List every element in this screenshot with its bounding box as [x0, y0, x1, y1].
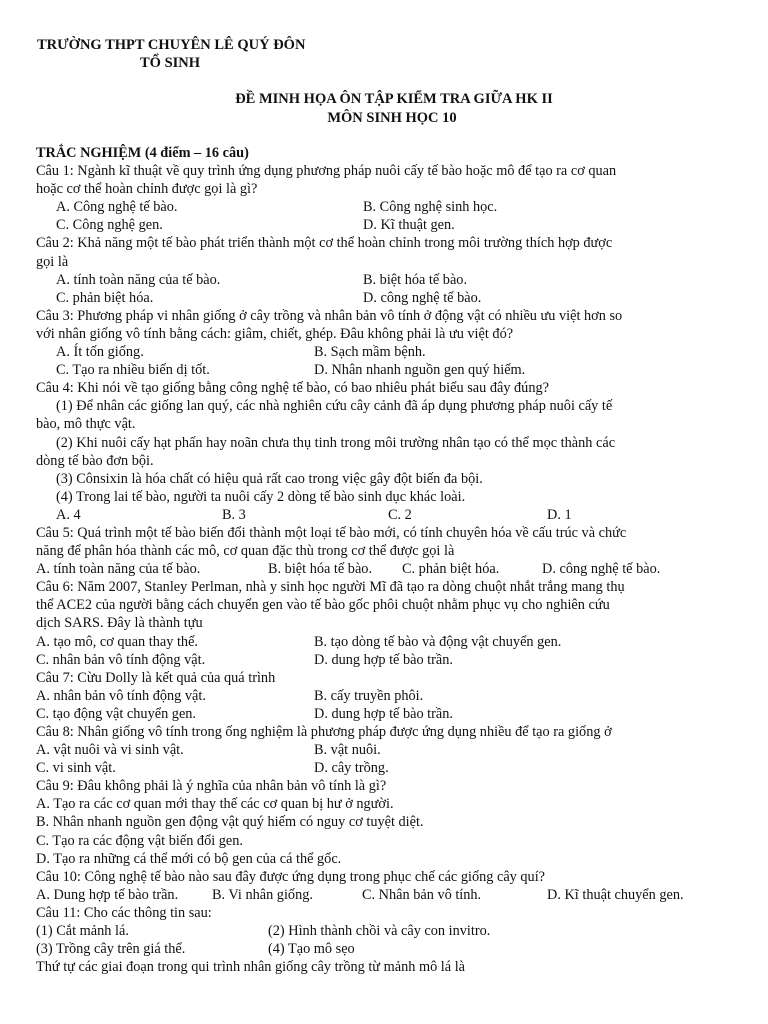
question-6-text-cont: thể ACE2 của người bằng cách chuyển gen vào tế bào gốc phôi chuột nhằm phục vụ cho nghiên cứu [36, 597, 610, 614]
item-3: (3) Trồng cây trên giá thể. [36, 941, 186, 958]
question-7-options-row-1 [36, 687, 736, 705]
question-4-options-row [36, 506, 736, 524]
option-c: C. tạo động vật chuyển gen. [36, 705, 197, 722]
department-name: TỔ SINH [140, 55, 201, 71]
option-b: B. 3 [222, 506, 246, 523]
item-4: (4) Tạo mô sẹo [268, 941, 355, 958]
statement-2-cont: dòng tế bào đơn bội. [36, 452, 154, 469]
option-a: A. tính toàn năng của tế bào. [36, 561, 201, 578]
option-a: A. Ít tốn giống. [56, 344, 144, 361]
question-8-text: Câu 8: Nhân giống vô tính trong ống nghiệm là phương pháp được ứng dụng nhiều để tạo ra giống ở [36, 724, 612, 740]
option-d: D. Nhân nhanh nguồn gen quý hiếm. [314, 362, 526, 379]
question-10-text: Câu 10: Công nghệ tế bào nào sau đây được ứng dụng trong phục chế các giống cây quí? [36, 868, 546, 885]
option-b: B. Sạch mầm bệnh. [314, 344, 426, 361]
option-c: C. phản biệt hóa. [402, 561, 500, 578]
option-a: A. tính toàn năng của tế bào. [56, 271, 221, 288]
option-a: A. nhân bản vô tính động vật. [36, 687, 206, 704]
option-d: D. công nghệ tế bào. [363, 289, 482, 306]
option-b: B. tạo dòng tế bào và động vật chuyển gen. [314, 633, 562, 650]
question-4-text: Câu 4: Khi nói về tạo giống bằng công nghệ tế bào, có bao nhiêu phát biểu sau đây đúng? [36, 380, 549, 397]
option-c: C. Tạo ra nhiều biến dị tốt. [56, 362, 210, 379]
question-8-options-row-1 [36, 741, 736, 759]
option-d: D. dung hợp tế bào trần. [314, 705, 453, 722]
statement-4: (4) Trong lai tế bào, người ta nuôi cấy 2 dòng tế bào sinh dục khác loài. [56, 488, 466, 505]
question-11-items-row-1 [36, 922, 736, 940]
question-11-prompt: Thứ tự các giai đoạn trong qui trình nhân giống cây trồng từ mảnh mô lá là [36, 959, 466, 976]
option-d: D. cây trồng. [314, 760, 389, 777]
subject-title: MÔN SINH HỌC 10 [327, 110, 457, 126]
option-c: C. vi sinh vật. [36, 760, 116, 777]
question-6-text-cont-2: dịch SARS. Đây là thành tựu [36, 615, 203, 632]
school-name: TRƯỜNG THPT CHUYÊN LÊ QUÝ ĐÔN [37, 37, 306, 53]
question-3-options-row-2 [36, 361, 736, 379]
statement-2: (2) Khi nuôi cấy hạt phấn hay noãn chưa thụ tinh trong môi trường nhân tạo có thể mọc thành các [56, 434, 616, 451]
option-d: D. dung hợp tế bào trần. [314, 651, 453, 668]
option-c: C. Nhân bản vô tính. [362, 886, 482, 903]
option-c: C. nhân bản vô tính động vật. [36, 651, 206, 668]
statement-1: (1) Để nhân các giống lan quý, các nhà nghiên cứu cây cảnh đã áp dụng phương pháp nuôi cấy tế [56, 398, 613, 415]
option-a: A. vật nuôi và vi sinh vật. [36, 742, 184, 759]
option-c: C. Tạo ra các động vật biến đổi gen. [36, 832, 243, 849]
question-3-text-cont: với nhân giống vô tính bằng cách: giâm, chiết, ghép. Đâu không phải là ưu việt đó? [36, 325, 514, 342]
question-2-options-row-1 [36, 271, 736, 289]
option-d: D. Kĩ thuật chuyển gen. [547, 886, 684, 903]
option-c: C. 2 [388, 506, 412, 523]
option-d: D. công nghệ tế bào. [542, 561, 661, 578]
option-a: A. Tạo ra các cơ quan mới thay thế các cơ quan bị hư ở người. [36, 796, 394, 813]
option-c: C. Công nghệ gen. [56, 217, 163, 234]
statement-1-cont: bào, mô thực vật. [36, 416, 136, 433]
question-11-items-row-2 [36, 940, 736, 958]
option-a: A. Dung hợp tế bào trần. [36, 886, 179, 903]
option-d: D. Tạo ra những cá thể mới có bộ gen của cá thể gốc. [36, 850, 342, 867]
question-1-options-row-1 [36, 198, 736, 216]
option-d: D. Kĩ thuật gen. [363, 217, 455, 234]
option-b: B. cấy truyền phôi. [314, 687, 424, 704]
question-1-options-row-2 [36, 216, 736, 234]
question-5-options-row [36, 560, 736, 578]
question-2-text-cont: gọi là [36, 253, 69, 270]
question-1-text-cont: hoặc cơ thể hoàn chỉnh được gọi là gì? [36, 181, 258, 198]
question-1-text: Câu 1: Ngành kĩ thuật về quy trình ứng dụng phương pháp nuôi cấy tế bào hoặc mô để tạo ra cơ quan [36, 163, 617, 180]
exam-title: ĐỀ MINH HỌA ÔN TẬP KIỂM TRA GIỮA HK II [235, 91, 553, 107]
question-5-text-cont: năng để phân hóa thành các mô, cơ quan đặc thù trong cơ thể được gọi là [36, 543, 455, 560]
question-9-text: Câu 9: Đâu không phải là ý nghĩa của nhân bản vô tính là gì? [36, 778, 387, 795]
item-1: (1) Cắt mảnh lá. [36, 923, 129, 940]
question-3-text: Câu 3: Phương pháp vi nhân giống ở cây trồng và nhân bản vô tính ở động vật có nhiều ưu việt hơn so [36, 307, 623, 324]
question-2-text: Câu 2: Khả năng một tế bào phát triển thành một cơ thể hoàn chỉnh trong môi trường thích hợp được [36, 235, 613, 252]
option-d: D. 1 [547, 506, 572, 523]
question-6-options-row-2 [36, 651, 736, 669]
question-3-options-row-1 [36, 343, 736, 361]
option-a: A. tạo mô, cơ quan thay thế. [36, 633, 199, 650]
option-b: B. biệt hóa tế bào. [363, 271, 468, 288]
question-7-text: Câu 7: Cừu Dolly là kết quả của quá trình [36, 669, 276, 686]
question-7-options-row-2 [36, 705, 736, 723]
option-b: B. biệt hóa tế bào. [268, 561, 373, 578]
question-6-text: Câu 6: Năm 2007, Stanley Perlman, nhà y sinh học người Mĩ đã tạo ra dòng chuột nhắt trắng mang thụ [36, 579, 625, 596]
question-2-options-row-2 [36, 289, 736, 307]
option-b: B. Nhân nhanh nguồn gen động vật quý hiếm có nguy cơ tuyệt diệt. [36, 814, 424, 831]
item-2: (2) Hình thành chồi và cây con invitro. [268, 923, 491, 940]
option-b: B. vật nuôi. [314, 742, 381, 759]
question-10-options-row [36, 886, 736, 904]
question-8-options-row-2 [36, 759, 736, 777]
section-heading: TRẮC NGHIỆM (4 điểm – 16 câu) [36, 145, 249, 161]
option-b: B. Công nghệ sinh học. [363, 199, 498, 216]
question-11-text: Câu 11: Cho các thông tin sau: [36, 904, 212, 921]
option-a: A. 4 [56, 506, 81, 523]
question-5-text: Câu 5: Quá trình một tế bào biến đổi thành một loại tế bào mới, có tính chuyên hóa về cấu trúc và chức [36, 524, 627, 541]
exam-content [36, 144, 736, 976]
option-a: A. Công nghệ tế bào. [56, 199, 178, 216]
option-c: C. phản biệt hóa. [56, 289, 154, 306]
statement-3: (3) Cônsixin là hóa chất có hiệu quả rất cao trong việc gây đột biến đa bội. [56, 470, 483, 487]
question-6-options-row-1 [36, 633, 736, 651]
option-b: B. Vi nhân giống. [212, 886, 313, 903]
